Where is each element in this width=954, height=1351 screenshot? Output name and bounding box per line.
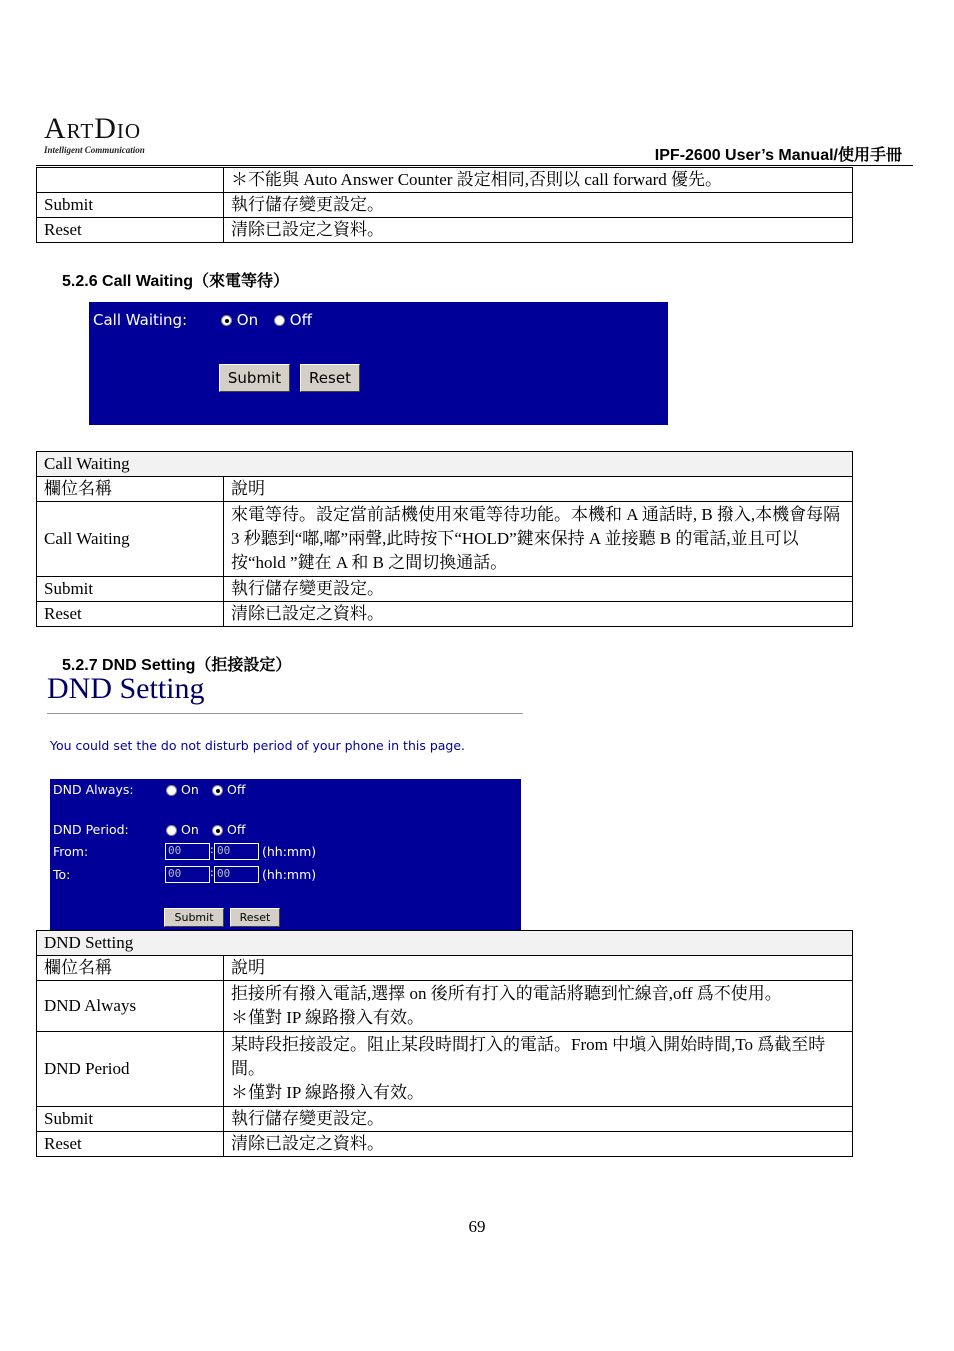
radio-on-icon[interactable] <box>221 315 232 326</box>
call-waiting-off-option[interactable]: Off <box>274 311 312 329</box>
field-cell: Reset <box>37 602 224 627</box>
from-format-hint: (hh:mm) <box>262 844 317 859</box>
artdio-logo <box>44 112 184 160</box>
table-title-row <box>37 452 853 477</box>
radio-off-icon[interactable] <box>274 315 285 326</box>
table-header-row <box>37 477 853 502</box>
desc-cell: ＊不能與 Auto Answer Counter 設定相同,否則以 call forward 優先。 <box>224 168 853 193</box>
call-waiting-reset-button[interactable]: Reset <box>300 364 360 392</box>
desc-cell <box>224 1032 853 1107</box>
to-minute-input[interactable]: 00 <box>214 866 259 883</box>
to-hour-input[interactable]: 00 <box>165 866 210 883</box>
desc-cell <box>224 981 853 1032</box>
from-minute-input[interactable]: 00 <box>214 843 259 860</box>
radio-on-icon[interactable] <box>166 785 177 796</box>
logo-wordmark: ARTDIO <box>44 112 142 145</box>
table-row <box>37 1132 853 1157</box>
call-waiting-label: Call Waiting: <box>93 311 188 329</box>
field-cell: Reset <box>37 218 224 243</box>
desc-cell: 執行儲存變更設定。 <box>224 577 853 602</box>
radio-off-icon[interactable] <box>212 825 223 836</box>
desc-line: ＊僅對 IP 線路撥入有效。 <box>231 1008 424 1027</box>
desc-line: 某時段拒接設定。阻止某段時間打入的電話。From 中塡入開始時間,To 爲截至時間。 <box>231 1035 826 1078</box>
dnd-always-on-option[interactable]: On <box>166 782 199 797</box>
section-heading-call-waiting: 5.2.6 Call Waiting（來電等待） <box>62 273 289 290</box>
to-label: To: <box>53 867 71 882</box>
desc-cell: 清除已設定之資料。 <box>224 218 853 243</box>
dnd-panel <box>50 779 521 930</box>
time-separator: : <box>210 843 214 856</box>
desc-cell: 執行儲存變更設定。 <box>224 193 853 218</box>
desc-cell: 清除已設定之資料。 <box>224 1132 853 1157</box>
call-waiting-panel <box>89 302 668 425</box>
desc-cell: 清除已設定之資料。 <box>224 602 853 627</box>
dnd-always-label: DND Always: <box>53 782 134 797</box>
column-header-desc: 說明 <box>224 956 853 981</box>
field-cell: DND Period <box>37 1032 224 1107</box>
logo-tagline: Intelligent Communication <box>44 145 145 155</box>
field-cell: Reset <box>37 1132 224 1157</box>
dnd-page-title: DND Setting <box>47 672 205 705</box>
table-title-row <box>37 931 853 956</box>
dnd-period-on-option[interactable]: On <box>166 822 199 837</box>
dnd-always-off-option[interactable]: Off <box>212 782 245 797</box>
section-heading-dnd: 5.2.7 DND Setting（拒接設定） <box>62 657 292 674</box>
dnd-period-off-option[interactable]: Off <box>212 822 245 837</box>
field-cell: Submit <box>37 193 224 218</box>
desc-line: ＊僅對 IP 線路撥入有效。 <box>231 1083 424 1102</box>
radio-on-icon[interactable] <box>166 825 177 836</box>
dnd-reset-button[interactable]: Reset <box>230 908 280 927</box>
table-row <box>37 602 853 627</box>
column-header-desc: 說明 <box>224 477 853 502</box>
column-header-field: 欄位名稱 <box>37 956 224 981</box>
desc-cell: 來電等待。設定當前話機使用來電等待功能。本機和 A 通話時, B 撥入,本機會每隔 3 秒聽到“嘟,嘟”兩聲,此時按下“HOLD”鍵來保持 A 並接聽 B 的電話,並且可以按“hold ”鍵在 A 和 B 之間切換通話。 <box>224 502 853 577</box>
from-label: From: <box>53 844 89 859</box>
table-row <box>37 218 853 243</box>
manual-title: IPF-2600 User’s Manual/使用手冊 <box>654 147 902 164</box>
call-waiting-submit-button[interactable]: Submit <box>219 364 290 392</box>
call-waiting-on-option[interactable]: On <box>221 311 258 329</box>
table-row <box>37 577 853 602</box>
dnd-title-rule <box>47 713 523 714</box>
field-cell: DND Always <box>37 981 224 1032</box>
field-cell: Submit <box>37 577 224 602</box>
call-waiting-table <box>36 451 853 627</box>
header-rule <box>36 165 913 166</box>
table-row <box>37 502 853 577</box>
dnd-period-label: DND Period: <box>53 822 129 837</box>
field-cell: Submit <box>37 1107 224 1132</box>
desc-cell: 執行儲存變更設定。 <box>224 1107 853 1132</box>
dnd-description: You could set the do not disturb period of your phone in this page. <box>50 738 466 753</box>
table-row <box>37 168 853 193</box>
time-separator: : <box>210 866 214 879</box>
table-row <box>37 1032 853 1107</box>
table-title: DND Setting <box>37 931 853 956</box>
field-cell <box>37 168 224 193</box>
from-hour-input[interactable]: 00 <box>165 843 210 860</box>
forward-settings-table <box>36 167 853 243</box>
table-title: Call Waiting <box>37 452 853 477</box>
desc-line: 拒接所有撥入電話,選擇 on 後所有打入的電話將聽到忙線音,off 爲不使用。 <box>231 984 782 1003</box>
table-row <box>37 1107 853 1132</box>
to-format-hint: (hh:mm) <box>262 867 317 882</box>
dnd-table <box>36 930 853 1157</box>
table-header-row <box>37 956 853 981</box>
radio-off-icon[interactable] <box>212 785 223 796</box>
dnd-submit-button[interactable]: Submit <box>164 908 224 927</box>
field-cell: Call Waiting <box>37 502 224 577</box>
page-number: 69 <box>468 1217 486 1236</box>
table-row <box>37 193 853 218</box>
table-row <box>37 981 853 1032</box>
column-header-field: 欄位名稱 <box>37 477 224 502</box>
